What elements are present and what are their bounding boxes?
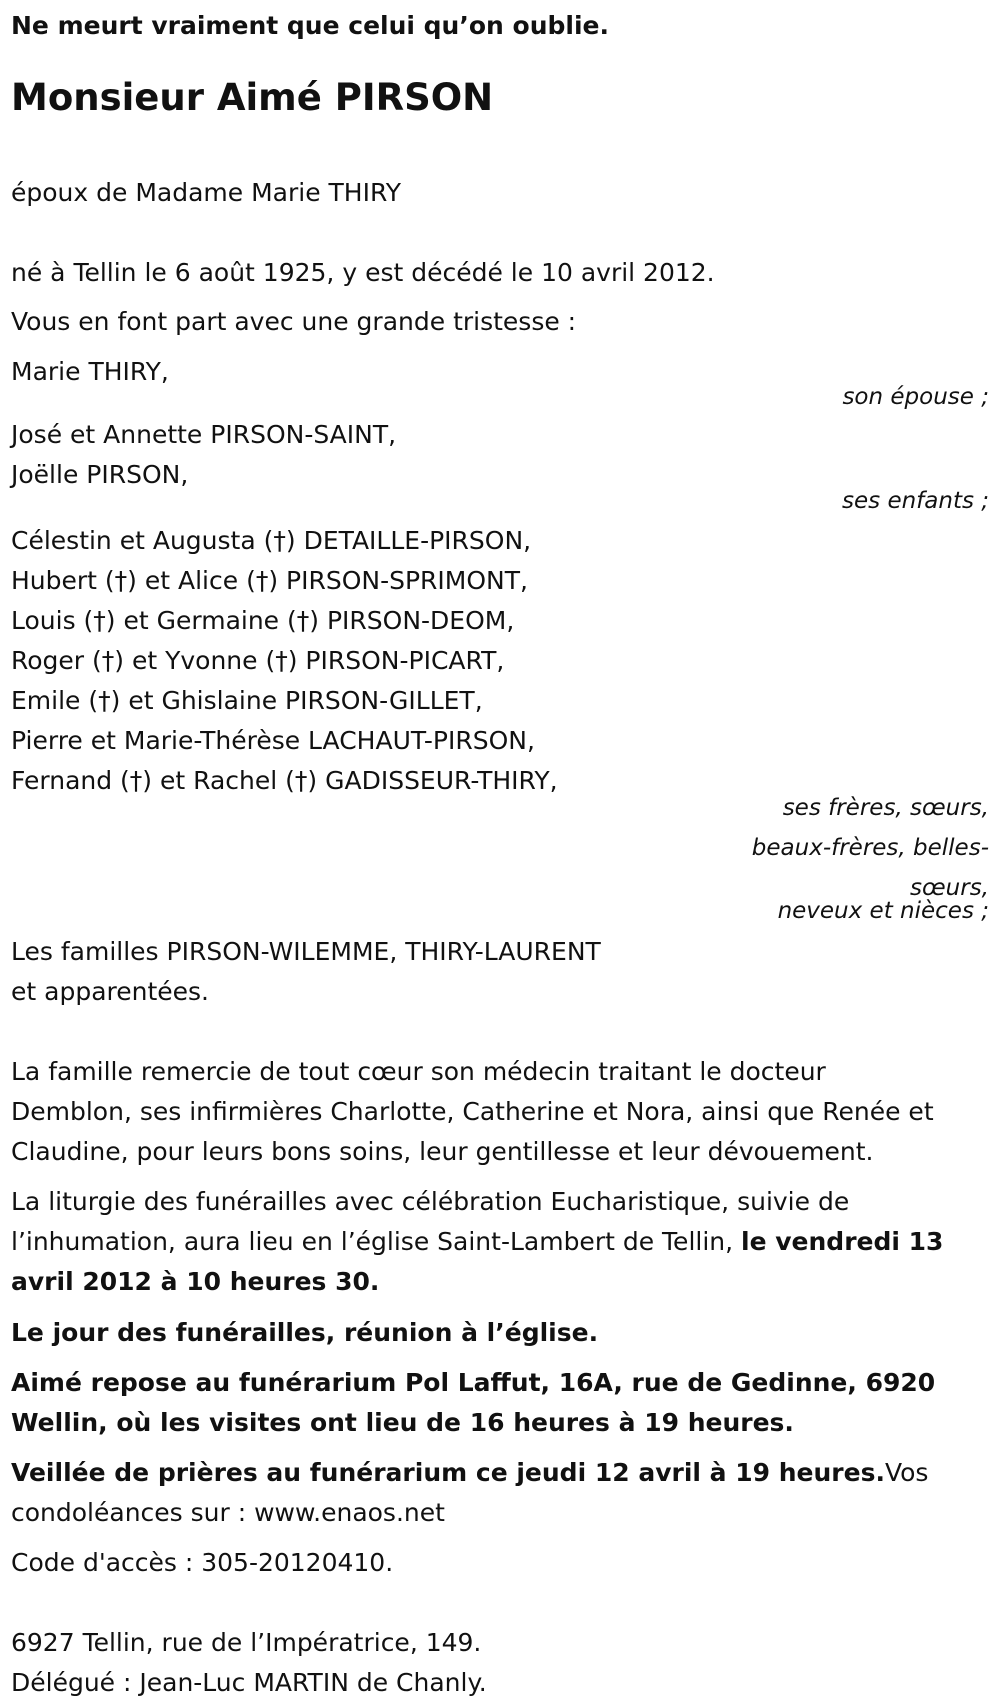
vigil-line bbox=[11, 1453, 928, 1493]
relation-label: neveux et nièces ; bbox=[777, 898, 989, 924]
relation-label: ses frères, sœurs, bbox=[782, 795, 989, 821]
announcement-intro: Vous en font part avec une grande tristesse : bbox=[11, 307, 577, 336]
liturgy-date: le vendredi 13 bbox=[741, 1227, 944, 1256]
access-code: Code d'accès : 305-20120410. bbox=[11, 1548, 394, 1577]
families-line: Les familles PIRSON-WILEMME, THIRY-LAURENT bbox=[11, 937, 601, 966]
mourner-name: Louis (†) et Germaine (†) PIRSON-DEOM, bbox=[11, 606, 515, 635]
vigil-text: Vos bbox=[884, 1458, 929, 1487]
mourner-name: Joëlle PIRSON, bbox=[11, 460, 189, 489]
families-line: et apparentées. bbox=[11, 977, 209, 1006]
liturgy-line: La liturgie des funérailles avec célébration Eucharistique, suivie de bbox=[11, 1187, 850, 1216]
mourner-name: Fernand (†) et Rachel (†) GADISSEUR-THIRY, bbox=[11, 766, 558, 795]
funerarium-line: Aimé repose au funérarium Pol Laffut, 16A, rue de Gedinne, 6920 bbox=[11, 1368, 936, 1397]
mourner-name: Roger (†) et Yvonne (†) PIRSON-PICART, bbox=[11, 646, 505, 675]
relation-label: son épouse ; bbox=[842, 384, 989, 410]
motto: Ne meurt vraiment que celui qu’on oublie. bbox=[11, 11, 609, 40]
relation-label: sœurs, bbox=[910, 875, 989, 901]
mourner-name: Célestin et Augusta (†) DETAILLE-PIRSON, bbox=[11, 526, 532, 555]
reunion-line: Le jour des funérailles, réunion à l’église. bbox=[11, 1318, 599, 1347]
mourner-name: Emile (†) et Ghislaine PIRSON-GILLET, bbox=[11, 686, 483, 715]
spouse-line: époux de Madame Marie THIRY bbox=[11, 178, 402, 207]
thanks-line: Demblon, ses infirmières Charlotte, Catherine et Nora, ainsi que Renée et bbox=[11, 1097, 934, 1126]
delegate-line: Délégué : Jean-Luc MARTIN de Chanly. bbox=[11, 1668, 487, 1697]
mourner-name: Pierre et Marie-Thérèse LACHAUT-PIRSON, bbox=[11, 726, 535, 755]
address-line: 6927 Tellin, rue de l’Impératrice, 149. bbox=[11, 1628, 482, 1657]
liturgy-text: l’inhumation, aura lieu en l’église Saint-Lambert de Tellin, bbox=[11, 1227, 742, 1256]
mourner-name: José et Annette PIRSON-SAINT, bbox=[11, 420, 397, 449]
liturgy-line bbox=[11, 1222, 943, 1262]
funerarium-line: Wellin, où les visites ont lieu de 16 heures à 19 heures. bbox=[11, 1408, 794, 1437]
thanks-line: Claudine, pour leurs bons soins, leur gentillesse et leur dévouement. bbox=[11, 1137, 874, 1166]
relation-label: beaux-frères, belles- bbox=[751, 835, 989, 861]
mourner-name: Marie THIRY, bbox=[11, 357, 169, 386]
liturgy-time: avril 2012 à 10 heures 30. bbox=[11, 1267, 380, 1296]
condolences-line: condoléances sur : www.enaos.net bbox=[11, 1498, 445, 1527]
thanks-line: La famille remercie de tout cœur son médecin traitant le docteur bbox=[11, 1057, 826, 1086]
relation-label: ses enfants ; bbox=[842, 488, 989, 514]
deceased-name: Monsieur Aimé PIRSON bbox=[11, 76, 494, 119]
vigil-bold: Veillée de prières au funérarium ce jeudi 12 avril à 19 heures. bbox=[11, 1458, 885, 1487]
mourner-name: Hubert (†) et Alice (†) PIRSON-SPRIMONT, bbox=[11, 566, 528, 595]
birth-death-line: né à Tellin le 6 août 1925, y est décédé le 10 avril 2012. bbox=[11, 258, 715, 287]
